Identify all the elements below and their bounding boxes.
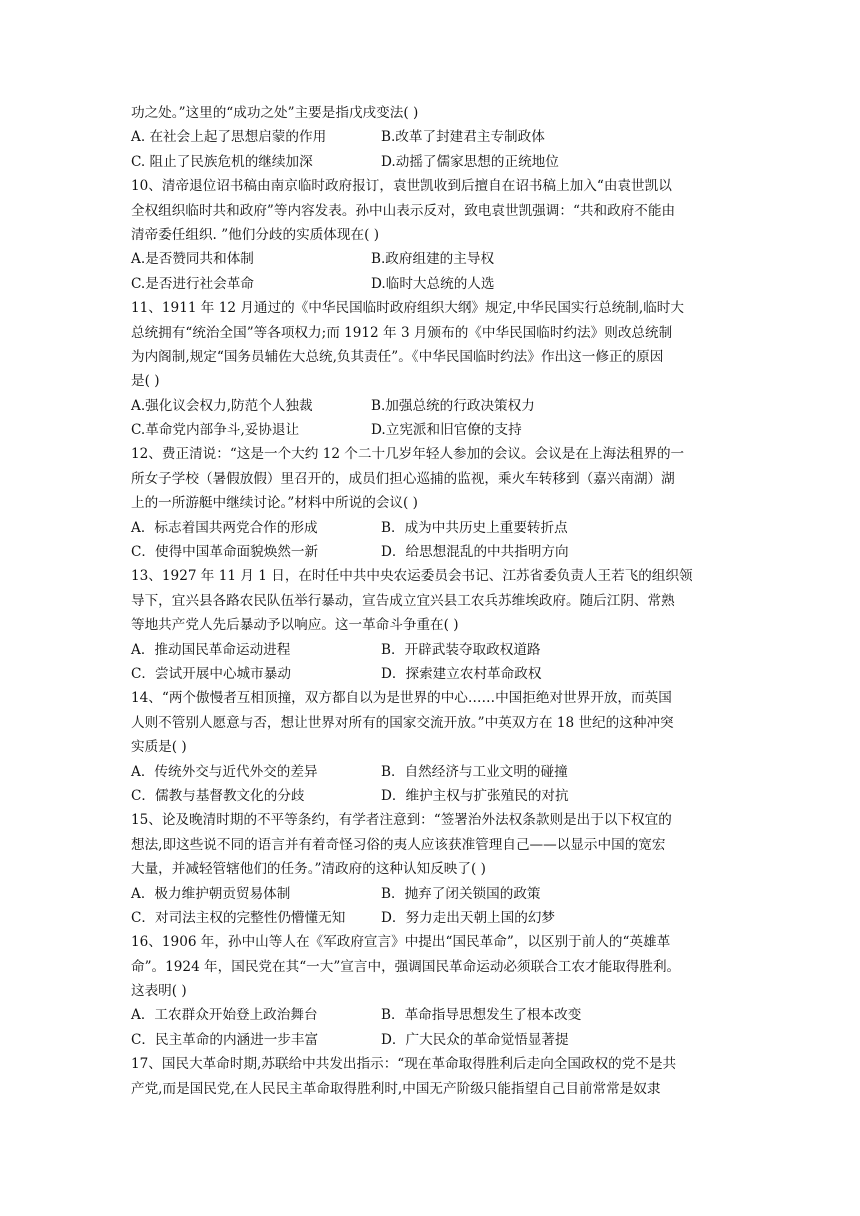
q9-options-row-2 [131,150,731,174]
q12-stem-line: 所女子学校（暑假放假）里召开的，成员们担心巡捕的监视，乘火车转移到（嘉兴南湖）湖 [131,470,675,487]
q10-stem-line: 全权组织临时共和政府”等内容发表。孙中山表示反对，致电袁世凯强调：“共和政府不能由 [131,202,676,219]
q17-stem-line: 17、国民大革命时期,苏联给中共发出指示：“现在革命取得胜利后走向全国政权的党不是共 [131,1056,677,1073]
q10-options-row-2 [131,272,731,296]
q10-option-b: B.政府组建的主导权 [371,251,495,268]
q13-stem-line: 等地共产党人先后暴动予以响应。这一革命斗争重在( ) [131,617,459,634]
q16-stem-line: 16、1906 年，孙中山等人在《军政府宣言》中提出“国民革命”，以区别于前人的“英雄革 [131,934,671,951]
q15-option-b: B．抛弃了闭关锁国的政策 [381,885,541,902]
q14-stem-line: 14、“两个傲慢者互相顶撞，双方都自以为是世界的中心……中国拒绝对世界开放，而英国 [131,690,672,707]
q10-options-row-1 [131,247,731,271]
q13-option-d: D．探索建立农村革命政权 [381,665,542,682]
q15-options-row-1 [131,882,731,906]
q14-stem-line: 人则不管别人愿意与否，想让世界对所有的国家交流开放。”中英双方在 18 世纪的这种冲突 [131,714,674,731]
q13-option-a: A．推动国民革命运动进程 [131,641,291,658]
q14-option-a: A．传统外交与近代外交的差异 [131,763,318,780]
q10-option-a: A.是否赞同共和体制 [131,251,254,268]
q11-stem-line: 11、1911 年 12 月通过的《中华民国临时政府组织大纲》规定,中华民国实行总统制,临时大 [131,300,684,317]
q12-option-b: B．成为中共历史上重要转折点 [381,519,568,536]
q13-stem-line: 导下，宜兴县各路农民队伍举行暴动，宣告成立宜兴县工农兵苏维埃政府。随后江阴、常熟 [131,592,675,609]
q14-option-b: B．自然经济与工业文明的碰撞 [381,763,568,780]
q15-stem-line: 15、论及晚清时期的不平等条约，有学者注意到：“签署治外法权条款则是出于以下权宜的 [131,812,672,829]
q13-options-row-2 [131,662,731,686]
q11-options-row-2 [131,418,731,442]
q12-option-d: D．给思想混乱的中共指明方向 [381,544,569,561]
q12-option-a: A．标志着国共两党合作的形成 [131,519,318,536]
q16-option-d: D．广大民众的革命觉悟显著提 [381,1031,569,1048]
q10-stem-line: 10、清帝退位诏书稿由南京临时政府报订，袁世凯收到后擅自在诏书稿上加入“由袁世凯以 [131,178,672,195]
q9-option-a: A. 在社会上起了思想启蒙的作用 [131,129,327,146]
q15-option-c: C．对司法主权的完整性仍懵懂无知 [131,909,346,926]
q17-stem-line: 产党,而是国民党,在人民民主革命取得胜利时,中国无产阶级只能指望自己目前常常是奴隶 [131,1080,661,1097]
q16-stem-line: 这表明( ) [131,983,187,1000]
q15-stem-line: 大量，并减轻管辖他们的任务。”清政府的这种认知反映了( ) [131,861,486,878]
q11-option-c: C.革命党内部争斗,妥协退让 [131,422,300,439]
q14-options-row-1 [131,760,731,784]
q14-options-row-2 [131,784,731,808]
q13-option-c: C．尝试开展中心城市暴动 [131,665,291,682]
q14-stem-line: 实质是( ) [131,739,187,756]
q13-stem-line: 13、1927 年 11 月 1 日，在时任中共中央农运委员会书记、江苏省委负责人王若飞的组织领 [131,568,693,585]
q12-options-row-2 [131,540,731,564]
q11-option-d: D.立宪派和旧官僚的支持 [371,422,522,439]
q9-option-c: C. 阻止了民族危机的继续加深 [131,153,313,170]
q10-option-d: D.临时大总统的人选 [371,275,495,292]
q9-stem-line: 功之处。”这里的“成功之处”主要是指戊戌变法( ) [131,105,419,121]
q11-options-row-1 [131,394,731,418]
q10-stem-line: 清帝委任组织. ”他们分歧的实质体现在( ) [131,226,380,243]
q16-stem-line: 命”。1924 年，国民党在其“一大”宣言中，强调国民革命运动必须联合工农才能取得胜利。 [131,958,681,975]
q12-stem-line: 12、费正清说：“这是一个大约 12 个二十几岁年轻人参加的会议。会议是在上海法租界的一 [131,446,685,463]
q12-stem-line: 上的一所游艇中继续讨论。”材料中所说的会议( ) [131,495,418,512]
q16-option-c: C．民主革命的内涵进一步丰富 [131,1031,319,1048]
q10-option-c: C.是否进行社会革命 [131,275,254,292]
q15-option-d: D．努力走出天朝上国的幻梦 [381,909,556,926]
q16-options-row-1 [131,1003,731,1027]
q11-option-a: A.强化议会权力,防范个人独裁 [131,397,313,414]
q11-stem-line: 为内阁制,规定“国务员辅佐大总统,负其责任”。《中华民国临时约法》作出这一修正的原因 [131,348,664,365]
q9-option-b: B.改革了封建君主专制政体 [381,129,545,146]
q11-stem-line: 总统拥有“统治全国”等各项权力;而 1912 年 3 月颁布的《中华民国临时约法》则改总统制 [131,324,673,341]
q16-option-b: B．革命指导思想发生了根本改变 [381,1007,582,1024]
q11-stem-line: 是( ) [131,373,160,390]
q15-stem-line: 想法,即这些说不同的语言并有着奇怪习俗的夷人应该获准管理自己——以显示中国的宽宏 [131,836,666,853]
q14-option-c: C．儒教与基督教文化的分歧 [131,787,305,804]
question-text-block [131,101,731,1101]
q14-option-d: D．维护主权与扩张殖民的对抗 [381,787,569,804]
q9-options-row-1 [131,125,731,149]
q15-option-a: A．极力维护朝贡贸易体制 [131,885,291,902]
q16-option-a: A．工农群众开始登上政治舞台 [131,1007,318,1024]
q16-options-row-2 [131,1028,731,1052]
q13-options-row-1 [131,638,731,662]
q12-options-row-1 [131,516,731,540]
q15-options-row-2 [131,906,731,930]
q9-option-d: D.动摇了儒家思想的正统地位 [381,153,559,170]
q11-option-b: B.加强总统的行政决策权力 [371,397,535,414]
q13-option-b: B．开辟武装夺取政权道路 [381,641,541,658]
q12-option-c: C．使得中国革命面貌焕然一新 [131,544,319,561]
